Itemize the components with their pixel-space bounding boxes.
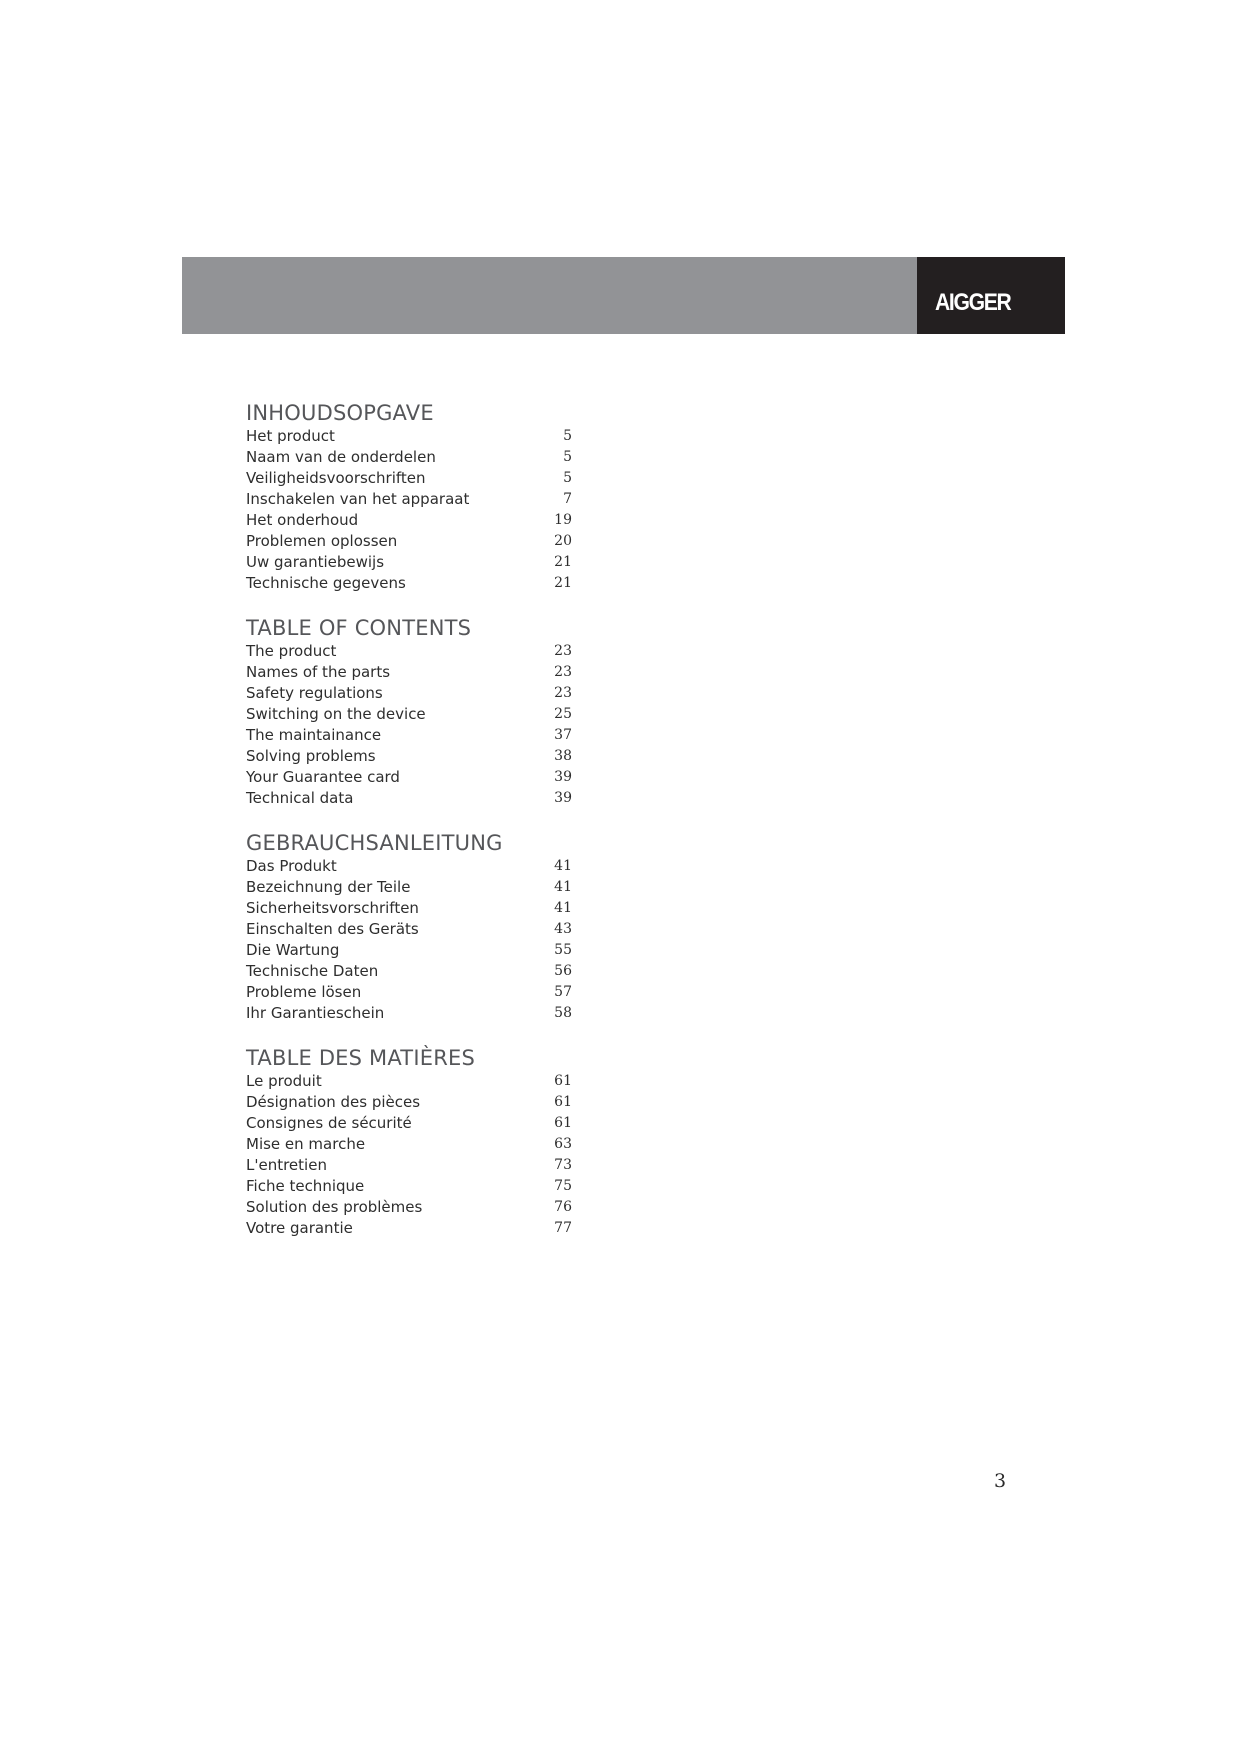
- entry-label: Het product: [246, 427, 335, 445]
- entry-label: The maintainance: [246, 726, 382, 744]
- entry-page: 5: [563, 428, 572, 444]
- entry-page: 61: [554, 1115, 572, 1131]
- toc-entry: [246, 788, 572, 809]
- entry-page: 19: [554, 512, 572, 528]
- entry-page: 23: [554, 643, 572, 659]
- entry-page: 61: [554, 1073, 572, 1089]
- toc-entry: [246, 552, 572, 573]
- toc-entry: [246, 898, 572, 919]
- entry-label: Le produit: [246, 1072, 322, 1090]
- entry-label: L'entretien: [246, 1156, 327, 1174]
- toc-entry: [246, 725, 572, 746]
- section-heading: TABLE OF CONTENTS: [246, 616, 472, 640]
- toc-entry: [246, 683, 572, 704]
- entry-label: Veiligheidsvoorschriften: [246, 469, 426, 487]
- toc-entry: [246, 447, 572, 468]
- entry-label: Names of the parts: [246, 663, 391, 681]
- entry-page: 21: [554, 554, 572, 570]
- toc-entry: [246, 856, 572, 877]
- entry-page: 5: [563, 449, 572, 465]
- entry-page: 58: [554, 1005, 572, 1021]
- toc-entry: [246, 961, 572, 982]
- entry-page: 38: [554, 748, 572, 764]
- section-heading: GEBRAUCHSANLEITUNG: [246, 831, 503, 855]
- entry-page: 56: [554, 963, 572, 979]
- toc-section-french: [246, 1045, 572, 1239]
- toc-entry: [246, 468, 572, 489]
- entry-label: The product: [246, 642, 337, 660]
- entry-label: Votre garantie: [246, 1219, 353, 1237]
- entry-label: Uw garantiebewijs: [246, 553, 385, 571]
- entry-page: 21: [554, 575, 572, 591]
- entry-label: Consignes de sécurité: [246, 1114, 412, 1132]
- entry-page: 23: [554, 685, 572, 701]
- page-number: 3: [994, 1470, 1007, 1492]
- toc-entry: [246, 531, 572, 552]
- toc-entry: [246, 426, 572, 447]
- toc-entry: [246, 1134, 572, 1155]
- toc-entry: [246, 1197, 572, 1218]
- entry-label: Het onderhoud: [246, 511, 359, 529]
- toc-entry: [246, 1092, 572, 1113]
- entry-page: 77: [554, 1220, 572, 1236]
- entry-label: Problemen oplossen: [246, 532, 398, 550]
- entry-label: Solving problems: [246, 747, 376, 765]
- entry-page: 25: [554, 706, 572, 722]
- toc-entry: [246, 1155, 572, 1176]
- entry-page: 57: [554, 984, 572, 1000]
- entry-page: 63: [554, 1136, 572, 1152]
- entry-label: Your Guarantee card: [246, 768, 400, 786]
- toc-entry: [246, 662, 572, 683]
- entry-label: Die Wartung: [246, 941, 340, 959]
- toc-entry: [246, 1113, 572, 1134]
- entry-page: 37: [554, 727, 572, 743]
- toc-entry: [246, 573, 572, 594]
- entry-label: Bezeichnung der Teile: [246, 878, 411, 896]
- entry-label: Mise en marche: [246, 1135, 366, 1153]
- entry-label: Naam van de onderdelen: [246, 448, 436, 466]
- entry-page: 55: [554, 942, 572, 958]
- toc-entry: [246, 1071, 572, 1092]
- entry-label: Fiche technique: [246, 1177, 365, 1195]
- brand-logo: AIGGER: [935, 289, 1011, 316]
- toc-entry: [246, 919, 572, 940]
- entry-label: Solution des problèmes: [246, 1198, 423, 1216]
- toc-entry: [246, 489, 572, 510]
- entry-page: 41: [554, 900, 572, 916]
- toc-entry: [246, 704, 572, 725]
- entry-label: Technische Daten: [246, 962, 379, 980]
- entry-label: Das Produkt: [246, 857, 337, 875]
- entry-label: Safety regulations: [246, 684, 383, 702]
- entry-label: Désignation des pièces: [246, 1093, 421, 1111]
- entry-label: Sicherheitsvorschriften: [246, 899, 419, 917]
- section-heading: INHOUDSOPGAVE: [246, 401, 434, 425]
- toc-entry: [246, 1003, 572, 1024]
- toc-entry: [246, 767, 572, 788]
- toc-entry: [246, 1218, 572, 1239]
- entry-page: 61: [554, 1094, 572, 1110]
- entry-page: 73: [554, 1157, 572, 1173]
- toc-section-german: [246, 830, 572, 1024]
- entry-label: Einschalten des Geräts: [246, 920, 419, 938]
- entry-page: 43: [554, 921, 572, 937]
- toc-section-dutch: [246, 400, 572, 594]
- entry-label: Technische gegevens: [246, 574, 406, 592]
- toc-entry: [246, 641, 572, 662]
- entry-page: 23: [554, 664, 572, 680]
- entry-label: Technical data: [246, 789, 354, 807]
- toc-entry: [246, 940, 572, 961]
- entry-page: 39: [554, 769, 572, 785]
- toc-entry: [246, 877, 572, 898]
- toc-entry: [246, 746, 572, 767]
- entry-page: 5: [563, 470, 572, 486]
- toc-entry: [246, 982, 572, 1003]
- header-bar: [182, 257, 917, 334]
- brand-box: [917, 257, 1065, 334]
- table-of-contents: [246, 400, 572, 1260]
- entry-page: 76: [554, 1199, 572, 1215]
- entry-page: 41: [554, 858, 572, 874]
- entry-label: Switching on the device: [246, 705, 426, 723]
- entry-label: Probleme lösen: [246, 983, 362, 1001]
- entry-page: 7: [563, 491, 572, 507]
- toc-entry: [246, 510, 572, 531]
- toc-entry: [246, 1176, 572, 1197]
- section-heading: TABLE DES MATIÈRES: [246, 1046, 475, 1070]
- entry-page: 75: [554, 1178, 572, 1194]
- entry-page: 20: [554, 533, 572, 549]
- entry-page: 39: [554, 790, 572, 806]
- entry-label: Ihr Garantieschein: [246, 1004, 385, 1022]
- entry-label: Inschakelen van het apparaat: [246, 490, 470, 508]
- entry-page: 41: [554, 879, 572, 895]
- toc-section-english: [246, 615, 572, 809]
